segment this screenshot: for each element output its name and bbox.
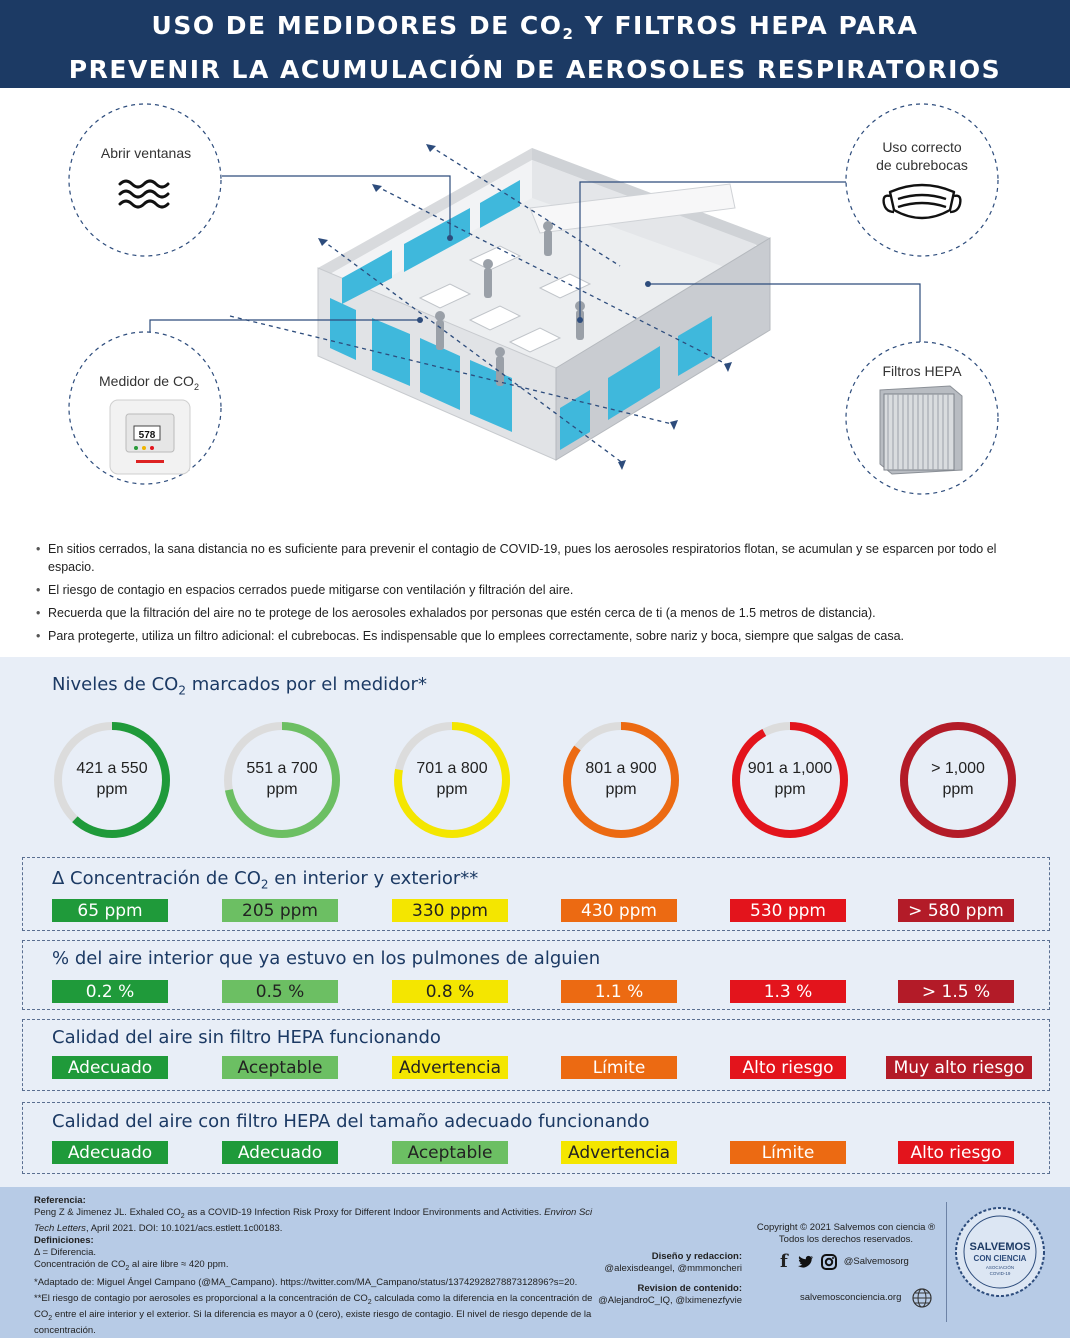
definitions: Definiciones: Δ = Diferencia. Concentración de $CO_2$ al aire libre ≈ 420 ppm.	[34, 1235, 229, 1272]
mask-label-line-2: de cubrebocas	[876, 157, 968, 173]
no-hepa-pill: Límite	[561, 1056, 677, 1079]
co2-ring	[392, 720, 512, 840]
with-hepa-pill: Alto riesgo	[898, 1141, 1014, 1164]
key-point: • En sitios cerrados, la sana distancia no es suficiente para prevenir el contagio de COVID-19, pues los aerosoles respiratorios flotan, se acumulan y se esparcen por todo el espacio.	[36, 540, 1036, 576]
windows-circle	[69, 104, 221, 256]
ring-range: 701 a 800	[416, 760, 488, 777]
with-hepa-pill: Adecuado	[52, 1141, 168, 1164]
room-illustration	[0, 88, 1070, 528]
key-point: • Para protegerte, utiliza un filtro adicional: el cubrebocas. Es indispensable que lo emplees correctamente, sobre nariz y boca, siempre que salgas de casa.	[36, 627, 1036, 645]
ring-unit: ppm	[942, 781, 974, 798]
wind-waves-icon	[120, 181, 168, 207]
ring-range: 551 a 700	[246, 760, 318, 777]
reference: Referencia: Peng Z & Jimenez JL. Exhaled $CO_2$ as a COVID-19 Infection Risk Proxy for Different Indoor Environments and Activities. Environ Sci Tech Letters, April 2021. DOI: 10.1021/acs.estlett.1c00183.	[34, 1195, 593, 1234]
ring-range: > 1,000	[931, 760, 985, 777]
svg-text:COVID-19: COVID-19	[989, 1271, 1011, 1276]
key-point: • El riesgo de contagio en espacios cerrados puede mitigarse con ventilación y filtración del aire.	[36, 581, 1036, 599]
website-link[interactable]: salvemosconciencia.org	[800, 1292, 902, 1303]
no-hepa-pill: Adecuado	[52, 1056, 168, 1079]
ring-unit: ppm	[96, 781, 128, 798]
co2-ring	[730, 720, 850, 840]
ring-range: 901 a 1,000	[747, 760, 833, 777]
delta-pill: 330 ppm	[392, 899, 508, 922]
co2-ring	[222, 720, 342, 840]
social-links	[780, 1253, 909, 1271]
facebook-icon[interactable]: f	[780, 1251, 788, 1272]
ring-unit: ppm	[774, 781, 806, 798]
ring-unit: ppm	[605, 781, 637, 798]
title-banner	[0, 0, 1070, 88]
salvemos-logo	[952, 1202, 1048, 1308]
footnote-2: **El riesgo de contagio por aerosoles es proporcional a la concentración de $CO_2$ calculada como la diferencia en la concentración de $CO_2$ entre el aire interior y el exterior. Si la diferencia es mayor a 0 (cero), existe riesgo de contagio. El nivel de riesgo depende de la concentración.	[34, 1293, 593, 1336]
lungs-pill: 1.3 %	[730, 980, 846, 1003]
hepa-filter-device	[880, 386, 962, 474]
mask-label-line-1: Uso correcto	[882, 139, 962, 155]
co2-ring	[52, 720, 172, 840]
ring-range: 421 a 550	[76, 760, 148, 777]
no-hepa-title: Calidad del aire sin filtro HEPA funcionando	[52, 1027, 441, 1048]
mask-circle	[846, 104, 998, 256]
copyright: Copyright © 2021 Salvemos con ciencia ® Todos los derechos reservados.	[756, 1222, 936, 1245]
mask-label	[862, 138, 982, 174]
windows-label: Abrir ventanas	[100, 145, 192, 161]
footnote-1: *Adaptado de: Miguel Ángel Campano (@MA_Campano). https://twitter.com/MA_Campano/status/1374292827887312896?s=20.	[34, 1277, 578, 1288]
social-handle[interactable]: @Salvemosorg	[843, 1256, 909, 1267]
co2-ring	[898, 720, 1018, 840]
svg-text:SALVEMOS: SALVEMOS	[969, 1241, 1031, 1253]
meter-reading-text: 578	[138, 430, 156, 441]
twitter-icon[interactable]	[794, 1254, 814, 1270]
title-line-1: USO DE MEDIDORES DE $CO_2$ Y FILTROS HEPA PARA	[151, 11, 919, 43]
footer-divider	[946, 1202, 947, 1322]
lungs-pill: 0.5 %	[222, 980, 338, 1003]
delta-title: Δ Concentración de $CO_2$ en interior y exterior**	[52, 868, 479, 892]
no-hepa-pill: Advertencia	[392, 1056, 508, 1079]
lungs-title: % del aire interior que ya estuvo en los pulmones de alguien	[52, 948, 601, 969]
website	[800, 1287, 933, 1309]
no-hepa-pill: Alto riesgo	[730, 1056, 846, 1079]
with-hepa-title: Calidad del aire con filtro HEPA del tamaño adecuado funcionando	[52, 1111, 650, 1132]
footnotes	[34, 1277, 594, 1337]
logo-badge-icon	[952, 1202, 1048, 1308]
lungs-pill: 0.2 %	[52, 980, 168, 1003]
lungs-pill: > 1.5 %	[898, 980, 1014, 1003]
svg-text:ASOCIACIÓN: ASOCIACIÓN	[985, 1265, 1015, 1270]
delta-pill: 430 ppm	[561, 899, 677, 922]
instagram-icon[interactable]	[820, 1253, 838, 1271]
key-points-list	[36, 540, 1036, 650]
face-mask-icon	[884, 185, 961, 218]
room-model	[318, 148, 770, 460]
delta-pill: 530 ppm	[730, 899, 846, 922]
ring-range: 801 a 900	[585, 760, 657, 777]
delta-pill: 65 ppm	[52, 899, 168, 922]
globe-icon	[911, 1287, 933, 1309]
co2-ring	[561, 720, 681, 840]
with-hepa-pill: Límite	[730, 1141, 846, 1164]
no-hepa-pill: Muy alto riesgo	[886, 1056, 1032, 1079]
with-hepa-pill: Advertencia	[561, 1141, 677, 1164]
no-hepa-pill: Aceptable	[222, 1056, 338, 1079]
delta-pill: 205 ppm	[222, 899, 338, 922]
title-line-2: PREVENIR LA ACUMULACIÓN DE AEROSOLES RESPIRATORIOS	[68, 55, 1002, 84]
meter-label: Medidor de $CO_2$	[99, 373, 199, 392]
svg-text:CON CIENCIA: CON CIENCIA	[973, 1254, 1027, 1263]
key-point: • Recuerda que la filtración del aire no te protege de los aerosoles exhalados por personas que estén cerca de ti (a menos de 1.5 metros de distancia).	[36, 604, 1036, 622]
ring-unit: ppm	[266, 781, 298, 798]
with-hepa-pill: Aceptable	[392, 1141, 508, 1164]
credits: Diseño y redaccion: @alexisdeangel, @mmmoncheri Revision de contenido: @AlejandroC_IQ, @lximenezfyvie	[598, 1251, 742, 1306]
delta-pill: > 580 ppm	[898, 899, 1014, 922]
with-hepa-pill: Adecuado	[222, 1141, 338, 1164]
lungs-pill: 1.1 %	[561, 980, 677, 1003]
footer	[0, 1187, 1070, 1338]
lungs-pill: 0.8 %	[392, 980, 508, 1003]
hepa-label: Filtros HEPA	[882, 363, 962, 379]
ring-unit: ppm	[436, 781, 468, 798]
co2-levels-title: Niveles de $CO_2$ marcados por el medidor*	[52, 674, 427, 698]
